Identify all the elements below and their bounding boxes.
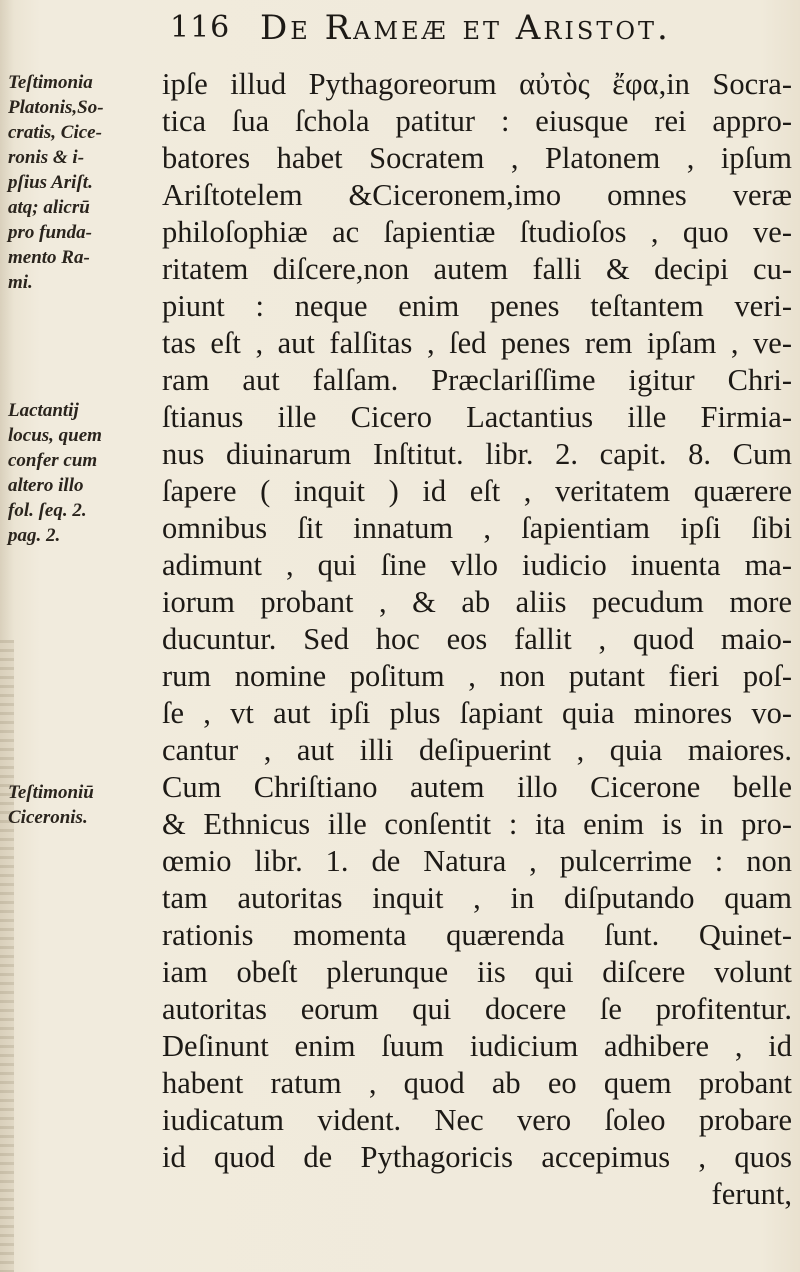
body-line: batores habet Socratem , Platonem , ipſum [162, 141, 792, 175]
body-line: adimunt , qui ſine vllo iudicio inuenta ma- [162, 548, 792, 582]
margin-note-line: Teſtimoniū [8, 782, 94, 803]
body-line: iudicatum vident. Nec vero ſoleo probare [162, 1103, 792, 1137]
body-line: ſtianus ille Cicero Lactantius ille Firmia- [162, 400, 792, 434]
body-line: ipſe illud Pythagoreorum αὐτὸς ἔφα,in Socra- [162, 67, 792, 101]
margin-note-line: atq; alicrū [8, 197, 90, 218]
body-line: rum nomine poſitum , non putant fieri poſ- [162, 659, 792, 693]
margin-note-line: Ciceronis. [8, 807, 88, 828]
body-line: philoſophiæ ac ſapientiæ ſtudioſos , quo ve- [162, 215, 792, 249]
margin-note-line: locus, quem [8, 425, 102, 446]
margin-note-line: Teſtimonia [8, 72, 93, 93]
margin-note-line: mi. [8, 272, 33, 293]
margin-note-lactantius [8, 398, 158, 548]
body-line: habent ratum , quod ab eo quem probant [162, 1066, 792, 1100]
page-header [170, 8, 780, 52]
margin-note-line: cratis, Cice- [8, 122, 102, 143]
body-line: piunt : neque enim penes teſtantem veri- [162, 289, 792, 323]
margin-note-line: ronis & i- [8, 147, 85, 168]
body-line: omnibus ſit innatum , ſapientiam ipſi ſibi [162, 511, 792, 545]
body-line: ram aut falſam. Præclariſſime igitur Chri- [162, 363, 792, 397]
body-line: tica ſua ſchola patitur : eiusque rei appro- [162, 104, 792, 138]
body-line: tam autoritas inquit , in diſputando quam [162, 881, 792, 915]
body-line: rationis momenta quærenda ſunt. Quinet- [162, 918, 792, 952]
margin-note-cicero [8, 780, 158, 830]
margin-note-line: Platonis,So- [8, 97, 104, 118]
page-number: 116 [170, 10, 231, 45]
body-line: iorum probant , & ab aliis pecudum more [162, 585, 792, 619]
margin-note-line: fol. ſeq. 2. [8, 500, 87, 521]
margin-note-line: pro funda- [8, 222, 92, 243]
body-line: id quod de Pythagoricis accepimus , quos [162, 1140, 792, 1174]
body-line: & Ethnicus ille conſentit : ita enim is in pro- [162, 807, 792, 841]
margin-note-line: confer cum [8, 450, 98, 471]
margin-note-line: Lactantij [8, 400, 79, 421]
body-line: iam obeſt plerunque iis qui diſcere volunt [162, 955, 792, 989]
body-line: autoritas eorum qui docere ſe profitentur. [162, 992, 792, 1026]
body-line: ducuntur. Sed hoc eos fallit , quod maio- [162, 622, 792, 656]
body-line: Deſinunt enim ſuum iudicium adhibere , id [162, 1029, 792, 1063]
margin-note-line: mento Ra- [8, 247, 90, 268]
margin-note-testimonia [8, 70, 158, 295]
body-line: Ariſtotelem &Ciceronem,imo omnes veræ [162, 178, 792, 212]
body-line: ſe , vt aut ipſi plus ſapiant quia minores vo- [162, 696, 792, 730]
body-line: nus diuinarum Inſtitut. libr. 2. capit. 8. Cum [162, 437, 792, 471]
margin-note-line: pſius Ariſt. [8, 172, 93, 193]
binding-gutter [0, 640, 14, 1272]
margin-note-line: pag. 2. [8, 525, 61, 546]
body-line: ritatem diſcere,non autem falli & decipi cu- [162, 252, 792, 286]
body-line: Cum Chriſtiano autem illo Cicerone belle [162, 770, 792, 804]
running-title: De Rameæ et Aristot. [260, 8, 671, 48]
body-line: cantur , aut illi deſipuerint , quia maiores. [162, 733, 792, 767]
body-line: ſapere ( inquit ) id eſt , veritatem quærere [162, 474, 792, 508]
body-line: œmio libr. 1. de Natura , pulcerrime : non [162, 844, 792, 878]
margin-note-line: altero illo [8, 475, 84, 496]
body-text [162, 66, 792, 1213]
body-line: tas eſt , aut falſitas , ſed penes rem ipſam , ve- [162, 326, 792, 360]
catchword: ferunt, [711, 1177, 792, 1211]
